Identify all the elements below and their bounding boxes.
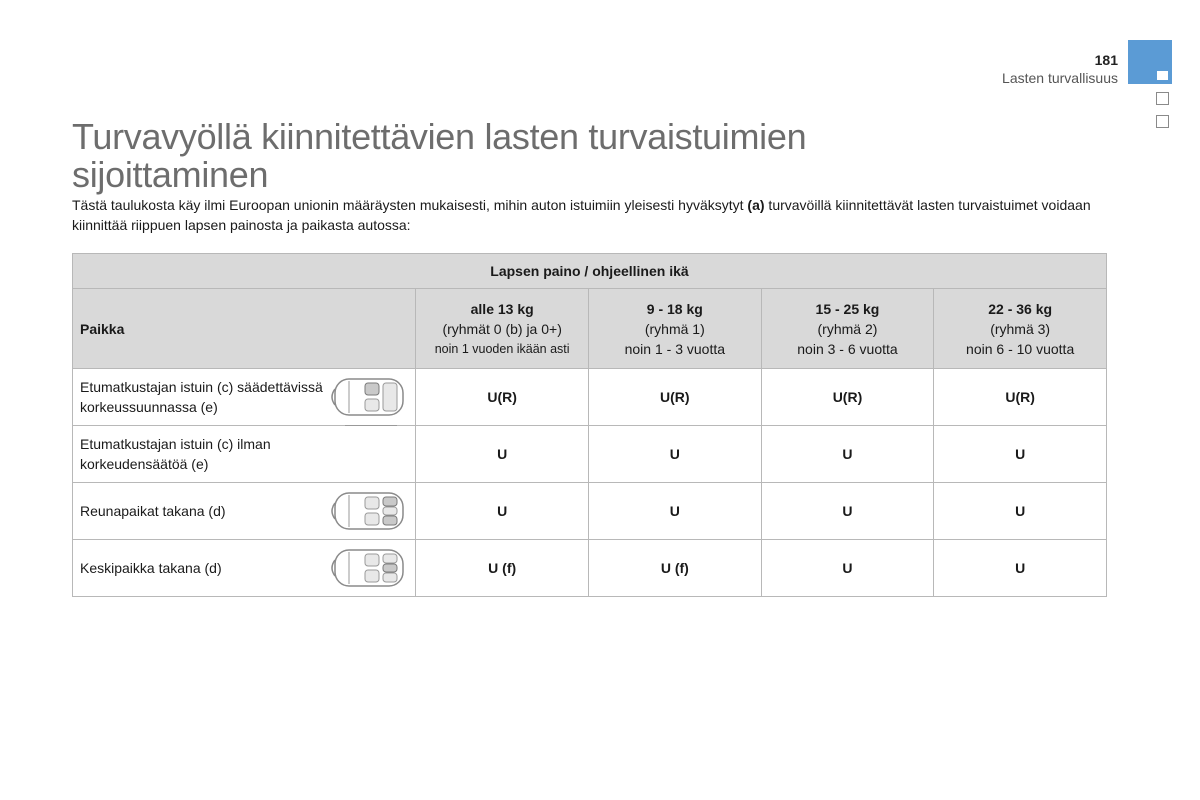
column-header-group bbox=[416, 289, 589, 369]
value-cell: U(R) bbox=[416, 369, 589, 426]
group-name: (ryhmä 1) bbox=[644, 320, 705, 337]
intro-text-2: turvavöillä kiinnitettävät lasten turvaistuimet voidaan kiinnittää riippuen lapsen painosta ja paikasta autossa: bbox=[72, 197, 1091, 233]
value-cell: U bbox=[934, 540, 1107, 597]
car-rear-center-seat-icon bbox=[327, 546, 407, 590]
value-cell: U(R) bbox=[761, 369, 934, 426]
intro-ref-a: (a) bbox=[747, 197, 765, 213]
chapter-tab-box[interactable] bbox=[1156, 115, 1169, 128]
table-row bbox=[73, 369, 1107, 426]
value-cell: U(R) bbox=[588, 369, 761, 426]
value-cell: U bbox=[934, 426, 1107, 483]
value-cell: U bbox=[761, 483, 934, 540]
group-name: (ryhmä 3) bbox=[990, 320, 1051, 337]
group-age: noin 1 vuoden ikään asti bbox=[434, 341, 570, 356]
chapter-tab-active-marker bbox=[1157, 71, 1168, 80]
page-title-line-2: sijoittaminen bbox=[72, 154, 269, 195]
value-cell: U bbox=[588, 483, 761, 540]
car-front-seat-icon bbox=[327, 375, 407, 419]
table-row bbox=[73, 426, 1107, 483]
value-cell: U bbox=[761, 426, 934, 483]
intro-paragraph bbox=[72, 195, 1092, 235]
page-title-line-1: Turvavyöllä kiinnitettävien lasten turvaistuimien bbox=[72, 116, 807, 157]
table-top-header: Lapsen paino / ohjeellinen ikä bbox=[73, 254, 1107, 289]
place-cell bbox=[73, 540, 416, 597]
value-cell: U bbox=[588, 426, 761, 483]
car-rear-outer-seats-icon bbox=[327, 489, 407, 533]
place-label: Keskipaikka takana (d) bbox=[80, 560, 222, 576]
intro-text-1: Tästä taulukosta käy ilmi Euroopan unionin määräysten mukaisesti, mihin auton istuimiin yleisesti hyväksytyt bbox=[72, 197, 748, 213]
page-title bbox=[72, 118, 972, 194]
place-label: Etumatkustajan istuin (c) säädettävissä korkeussuunnassa (e) bbox=[80, 379, 323, 415]
group-weight-range: 9 - 18 kg bbox=[646, 300, 703, 317]
group-weight-range: 15 - 25 kg bbox=[815, 300, 880, 317]
table-row bbox=[73, 483, 1107, 540]
value-cell: U(R) bbox=[934, 369, 1107, 426]
value-cell: U (f) bbox=[416, 540, 589, 597]
value-cell: U bbox=[934, 483, 1107, 540]
section-title: Lasten turvallisuus bbox=[1002, 70, 1118, 86]
column-header-group bbox=[761, 289, 934, 369]
group-age: noin 3 - 6 vuotta bbox=[797, 340, 898, 357]
column-header-group bbox=[588, 289, 761, 369]
place-cell bbox=[73, 483, 416, 540]
column-header-place: Paikka bbox=[73, 289, 416, 369]
table-row bbox=[73, 540, 1107, 597]
group-age: noin 1 - 3 vuotta bbox=[624, 340, 726, 357]
value-cell: U bbox=[416, 426, 589, 483]
chapter-tab-box[interactable] bbox=[1156, 92, 1169, 105]
table-top-header-row bbox=[73, 254, 1107, 289]
place-cell bbox=[73, 369, 416, 426]
group-name: (ryhmät 0 (b) ja 0+) bbox=[442, 320, 562, 337]
value-cell: U bbox=[416, 483, 589, 540]
page-number: 181 bbox=[1094, 52, 1118, 68]
place-label: Reunapaikat takana (d) bbox=[80, 503, 226, 519]
group-age: noin 6 - 10 vuotta bbox=[966, 340, 1075, 357]
table-column-header-row bbox=[73, 289, 1107, 369]
place-cell bbox=[73, 426, 416, 483]
group-name: (ryhmä 2) bbox=[817, 320, 878, 337]
value-cell: U (f) bbox=[588, 540, 761, 597]
column-header-group bbox=[934, 289, 1107, 369]
group-weight-range: 22 - 36 kg bbox=[988, 300, 1053, 317]
place-label: Etumatkustajan istuin (c) ilman korkeudensäätöä (e) bbox=[80, 436, 271, 472]
child-seat-table bbox=[72, 253, 1107, 597]
value-cell: U bbox=[761, 540, 934, 597]
group-weight-range: alle 13 kg bbox=[470, 300, 534, 317]
